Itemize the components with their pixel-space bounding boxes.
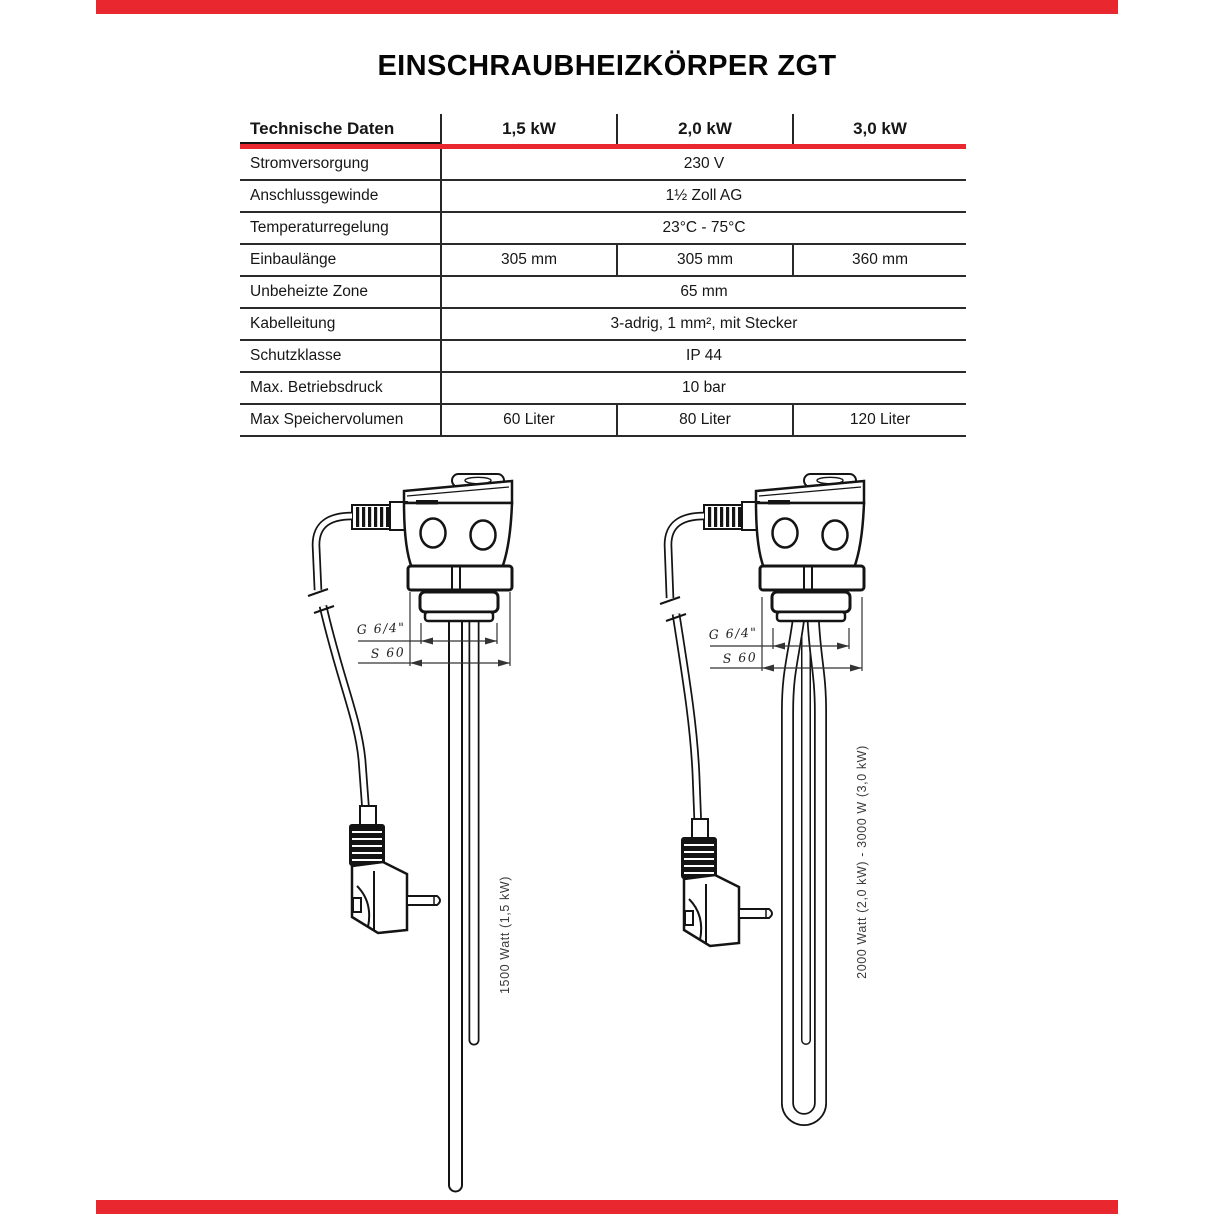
spec-label: Temperaturregelung (240, 212, 441, 244)
right-heater-drawing (630, 450, 930, 1214)
table-row (240, 212, 966, 244)
power-rating-label: 1500 Watt (1,5 kW) (498, 875, 512, 995)
table-row (240, 180, 966, 212)
spec-value: 65 mm (441, 276, 966, 308)
thread-dimension-label: G 6/4" (356, 619, 406, 637)
table-row (240, 308, 966, 340)
spec-label: Kabelleitung (240, 308, 441, 340)
table-row (240, 276, 966, 308)
table-row (240, 340, 966, 372)
table-header-row (240, 114, 966, 147)
power-cable (308, 516, 366, 814)
spec-value: 10 bar (441, 372, 966, 404)
bottom-red-bar (96, 1200, 1118, 1214)
table-row (240, 244, 966, 276)
spec-value: 305 mm (441, 244, 617, 276)
spec-label: Max. Betriebsdruck (240, 372, 441, 404)
spec-value: 60 Liter (441, 404, 617, 436)
power-rating-label: 2000 Watt (2,0 kW) - 3000 W (3,0 kW) (855, 745, 869, 979)
column-header: 3,0 kW (793, 114, 966, 147)
table-row (240, 404, 966, 436)
spec-label: Stromversorgung (240, 147, 441, 181)
spec-label: Einbaulänge (240, 244, 441, 276)
column-header: Technische Daten (240, 114, 441, 147)
left-heater-drawing (280, 450, 580, 1214)
wrench-dimension-label: S 60 (370, 644, 406, 661)
thread-dimension-label: G 6/4" (708, 624, 758, 642)
spec-value: 23°C - 75°C (441, 212, 966, 244)
spec-label: Schutzklasse (240, 340, 441, 372)
spec-label: Unbeheizte Zone (240, 276, 441, 308)
page-title: EINSCHRAUBHEIZKÖRPER ZGT (377, 50, 837, 82)
spec-value: 305 mm (617, 244, 793, 276)
spec-value: 120 Liter (793, 404, 966, 436)
heating-rod (456, 616, 475, 1185)
column-header: 1,5 kW (441, 114, 617, 147)
spec-value: 80 Liter (617, 404, 793, 436)
column-header: 2,0 kW (617, 114, 793, 147)
table-row (240, 147, 966, 181)
spec-value: IP 44 (441, 340, 966, 372)
spec-value: 3-adrig, 1 mm², mit Stecker (441, 308, 966, 340)
technical-data-table (240, 114, 966, 437)
table-row (240, 372, 966, 404)
spec-value: 360 mm (793, 244, 966, 276)
spec-label: Anschlussgewinde (240, 180, 441, 212)
power-cable (660, 516, 704, 827)
wrench-dimension-label: S 60 (722, 649, 758, 666)
spec-value: 1½ Zoll AG (441, 180, 966, 212)
top-red-bar (96, 0, 1118, 14)
spec-value: 230 V (441, 147, 966, 181)
spec-label: Max Speichervolumen (240, 404, 441, 436)
